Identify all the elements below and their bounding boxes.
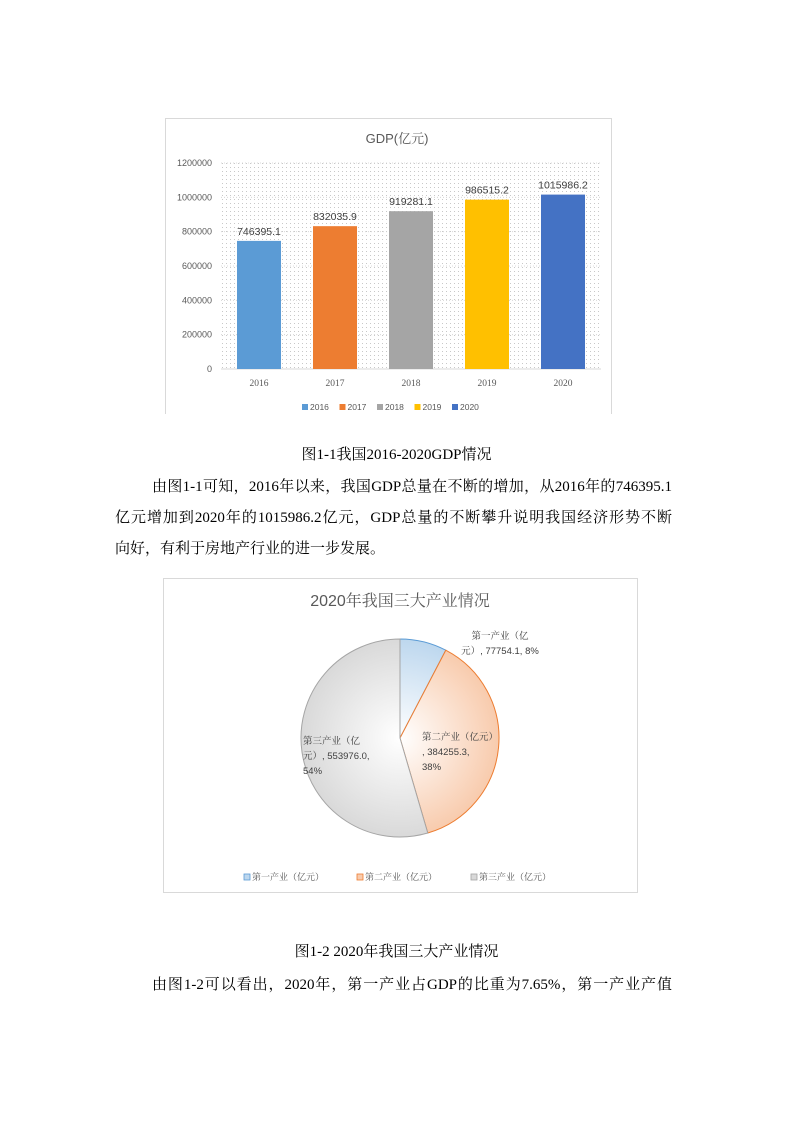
pie-chart-title: 2020年我国三大产业情况 <box>310 593 490 610</box>
legend-label: 第一产业（亿元） <box>252 872 325 882</box>
legend-label: 2017 <box>347 402 367 412</box>
legend-marker <box>452 404 458 410</box>
legend-label: 2018 <box>385 402 404 412</box>
legend-marker <box>471 874 477 880</box>
y-tick-label: 600000 <box>181 261 212 271</box>
bar-2018 <box>389 211 433 369</box>
bar-2019 <box>465 200 509 369</box>
x-tick-label: 2019 <box>477 379 497 389</box>
legend-label: 第二产业（亿元） <box>365 872 438 882</box>
legend <box>302 402 479 412</box>
bar-value-label: 832035.9 <box>313 211 357 224</box>
legend-marker <box>415 404 421 410</box>
legend-marker <box>340 404 346 410</box>
legend-label: 2019 <box>422 402 442 412</box>
gdp-bar-chart-canvas <box>165 118 612 414</box>
pie-data-label-2: 38% <box>422 762 442 773</box>
bar-value-label: 986515.2 <box>465 184 509 197</box>
pie-data-label-3: 元）, 553976.0, <box>303 751 370 762</box>
legend <box>244 871 551 882</box>
y-tick-label: 0 <box>206 364 212 374</box>
pie-data-label-2: , 384255.3, <box>422 747 470 758</box>
industry-pie-chart <box>163 578 639 894</box>
y-tick-label: 400000 <box>181 295 212 306</box>
bar-chart-title: GDP(亿元) <box>365 131 429 146</box>
bar-2016 <box>237 241 281 369</box>
industry-pie-chart-canvas <box>163 578 639 894</box>
legend-label: 第三产业（亿元） <box>479 872 552 882</box>
x-tick-label: 2016 <box>249 379 269 389</box>
bar-value-label: 746395.1 <box>237 225 281 238</box>
bar-2020 <box>541 195 585 369</box>
paragraph-1-line-2: 亿元增加到2020年的1015986.2亿元，GDP总量的不断攀升说明我国经济形势不断 <box>115 510 672 526</box>
gdp-bar-chart <box>165 118 612 414</box>
bar-value-label: 919281.1 <box>389 196 433 209</box>
bar-2017 <box>313 226 357 369</box>
x-tick-label: 2018 <box>401 379 421 389</box>
legend-marker <box>377 404 383 410</box>
pie-data-label-1: 第一产业（亿 <box>471 631 529 642</box>
legend-marker <box>302 404 308 410</box>
x-axis-labels <box>250 379 573 389</box>
pie-data-label-2: 第二产业（亿元） <box>422 732 499 743</box>
pie-data-label-1: 元）, 77754.1, 8% <box>461 646 539 657</box>
y-tick-label: 200000 <box>181 329 212 340</box>
figure-caption-2: 图1-2 2020年我国三大产业情况 <box>294 944 499 960</box>
paragraph-1-line-1: 由图1-1可知，2016年以来，我国GDP总量在不断的增加，从2016年的746395.1 <box>152 479 672 495</box>
x-tick-label: 2017 <box>325 379 345 389</box>
legend-marker <box>244 874 250 880</box>
y-axis-labels <box>177 158 212 374</box>
pie-data-label-3: 第三产业（亿 <box>303 736 361 747</box>
paragraph-2-line-1: 由图1-2可以看出，2020年，第一产业占GDP的比重为7.65%，第一产业产值 <box>152 977 672 993</box>
legend-marker <box>357 874 363 880</box>
paragraph-1-line-3: 向好，有利于房地产行业的进一步发展。 <box>115 541 386 557</box>
figure-caption-1: 图1-1我国2016-2020GDP情况 <box>301 447 492 463</box>
bar-value-label: 1015986.2 <box>538 179 588 192</box>
y-tick-label: 1000000 <box>176 192 212 203</box>
legend-label: 2016 <box>310 402 329 412</box>
pie-data-label-3: 54% <box>303 766 323 777</box>
y-tick-label: 1200000 <box>176 158 212 168</box>
y-tick-label: 800000 <box>181 226 212 237</box>
x-tick-label: 2020 <box>553 379 573 389</box>
legend-label: 2020 <box>460 402 479 412</box>
